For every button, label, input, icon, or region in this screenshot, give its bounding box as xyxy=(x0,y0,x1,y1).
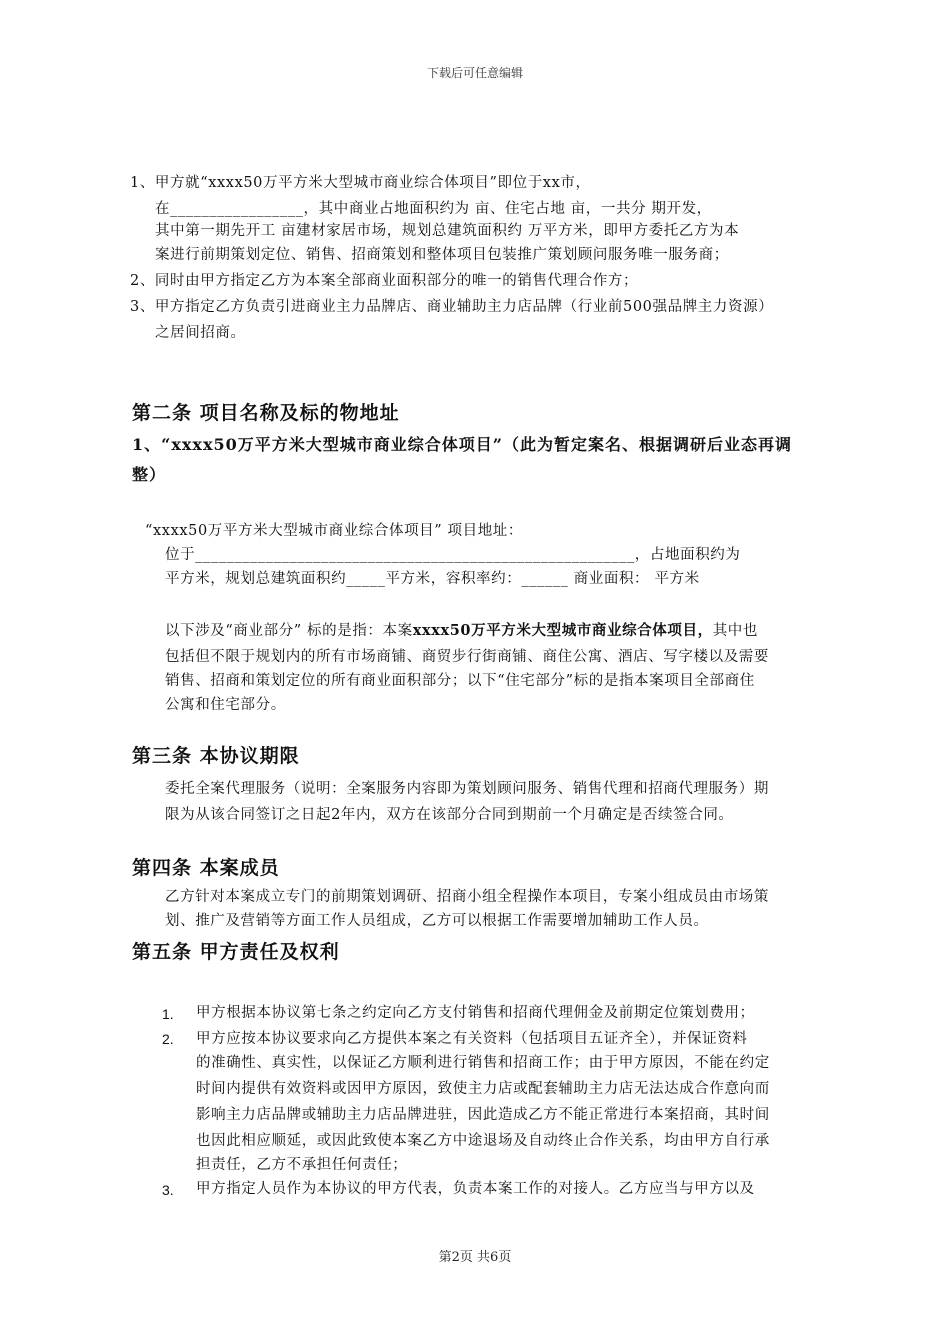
commercial-definition-line-2: 包括但不限于规划内的所有市场商铺、商贸步行街商铺、商住公寓、酒店、写字楼以及需要 xyxy=(165,649,769,665)
list-item-2-line-4: 影响主力店品牌或辅助主力店品牌进驻，因此造成乙方不能正常进行本案招商，其时间 xyxy=(196,1107,770,1123)
page-header-note: 下载后可任意编辑 xyxy=(426,66,523,80)
list-item-3-line-1: 甲方指定人员作为本协议的甲方代表，负责本案工作的对接人。乙方应当与甲方以及 xyxy=(196,1181,755,1197)
clause-3-line-2: 之居间招商。 xyxy=(155,325,246,341)
section-3-paragraph-line-1: 委托全案代理服务（说明：全案服务内容即为策划顾问服务、销售代理和招商代理服务）期 xyxy=(165,781,769,797)
page-footer-number: 第2页 共6页 xyxy=(438,1250,512,1265)
list-number-3: 3. xyxy=(162,1182,174,1198)
clause-1-line-2: 在_________________，其中商业占地面积约为 亩、住宅占地 亩，一共分 期开发， xyxy=(155,201,712,217)
definition-project-name: xxxx50万平方米大型城市商业综合体项目， xyxy=(412,622,713,639)
list-number-1: 1. xyxy=(162,1006,174,1022)
section-4-paragraph-line-2: 划、推广及营销等方面工作人员组成，乙方可以根据工作需要增加辅助工作人员。 xyxy=(165,913,709,929)
address-title: “xxxx50万平方米大型城市商业综合体项目” 项目地址： xyxy=(145,523,523,539)
section-4-paragraph-line-1: 乙方针对本案成立专门的前期策划调研、招商小组全程操作本项目，专案小组成员由市场策 xyxy=(165,889,769,905)
list-item-2-line-3: 时间内提供有效资料或因甲方原因，致使主力店或配套辅助主力店无法达成合作意向而 xyxy=(196,1081,770,1097)
list-item-2-line-2: 的准确性、真实性，以保证乙方顺利进行销售和招商工作；由于甲方原因，不能在约定 xyxy=(196,1055,770,1071)
list-item-1: 甲方根据本协议第七条之约定向乙方支付销售和招商代理佣金及前期定位策划费用； xyxy=(196,1005,755,1021)
section-5-heading: 第五条 甲方责任及权利 xyxy=(132,941,340,963)
list-item-2-line-6: 担责任，乙方不承担任何责任； xyxy=(196,1157,408,1173)
address-line-1: 位于________________________________________________________，占地面积约为 xyxy=(165,547,741,563)
clause-1-line-4: 案进行前期策划定位、销售、招商策划和整体项目包装推广策划顾问服务唯一服务商； xyxy=(155,247,729,263)
clause-1-line-1: 1、甲方就“xxxx50万平方米大型城市商业综合体项目”即位于xx市， xyxy=(130,175,591,191)
list-item-2-line-5: 也因此相应顺延，或因此致使本案乙方中途退场及自动终止合作关系，均由甲方自行承 xyxy=(196,1133,770,1149)
clause-3-line-1: 3、甲方指定乙方负责引进商业主力品牌店、商业辅助主力店品牌（行业前500强品牌主力资源） xyxy=(130,299,774,315)
commercial-definition-line-1 xyxy=(165,618,847,644)
clause-2-line: 2、同时由甲方指定乙方为本案全部商业面积部分的唯一的销售代理合作方； xyxy=(130,273,639,289)
section-4-heading: 第四条 本案成员 xyxy=(132,857,280,879)
clause-1-line-3: 其中第一期先开工 亩建材家居市场，规划总建筑面积约 万平方米，即甲方委托乙方为本 xyxy=(155,223,740,239)
commercial-definition-line-4: 公寓和住宅部分。 xyxy=(165,697,286,713)
list-item-2-line-1: 甲方应按本协议要求向乙方提供本案之有关资料（包括项目五证齐全），并保证资料 xyxy=(196,1031,748,1047)
section-3-paragraph-line-2: 限为从该合同签订之日起2年内，双方在该部分合同到期前一个月确定是否续签合同。 xyxy=(165,807,734,823)
section-2-heading: 第二条 项目名称及标的物地址 xyxy=(132,402,400,424)
section-2-subheading-line-2: 整） xyxy=(132,465,167,484)
section-2-subheading-line-1: 1、“xxxx50万平方米大型城市商业综合体项目”（此为暂定案名、根据调研后业态再调 xyxy=(132,435,792,454)
commercial-definition-line-3: 销售、招商和策划定位的所有商业面积部分；以下“住宅部分”标的是指本案项目全部商住 xyxy=(165,673,755,689)
definition-text-pre: 以下涉及“商业部分” 标的是指：本案 xyxy=(165,623,413,639)
definition-text-post: 其中也 xyxy=(712,623,759,639)
list-number-2: 2. xyxy=(162,1031,174,1047)
section-3-heading: 第三条 本协议期限 xyxy=(132,745,300,767)
address-line-2: 平方米，规划总建筑面积约_____平方米，容积率约：______ 商业面积： 平方米 xyxy=(165,571,700,587)
